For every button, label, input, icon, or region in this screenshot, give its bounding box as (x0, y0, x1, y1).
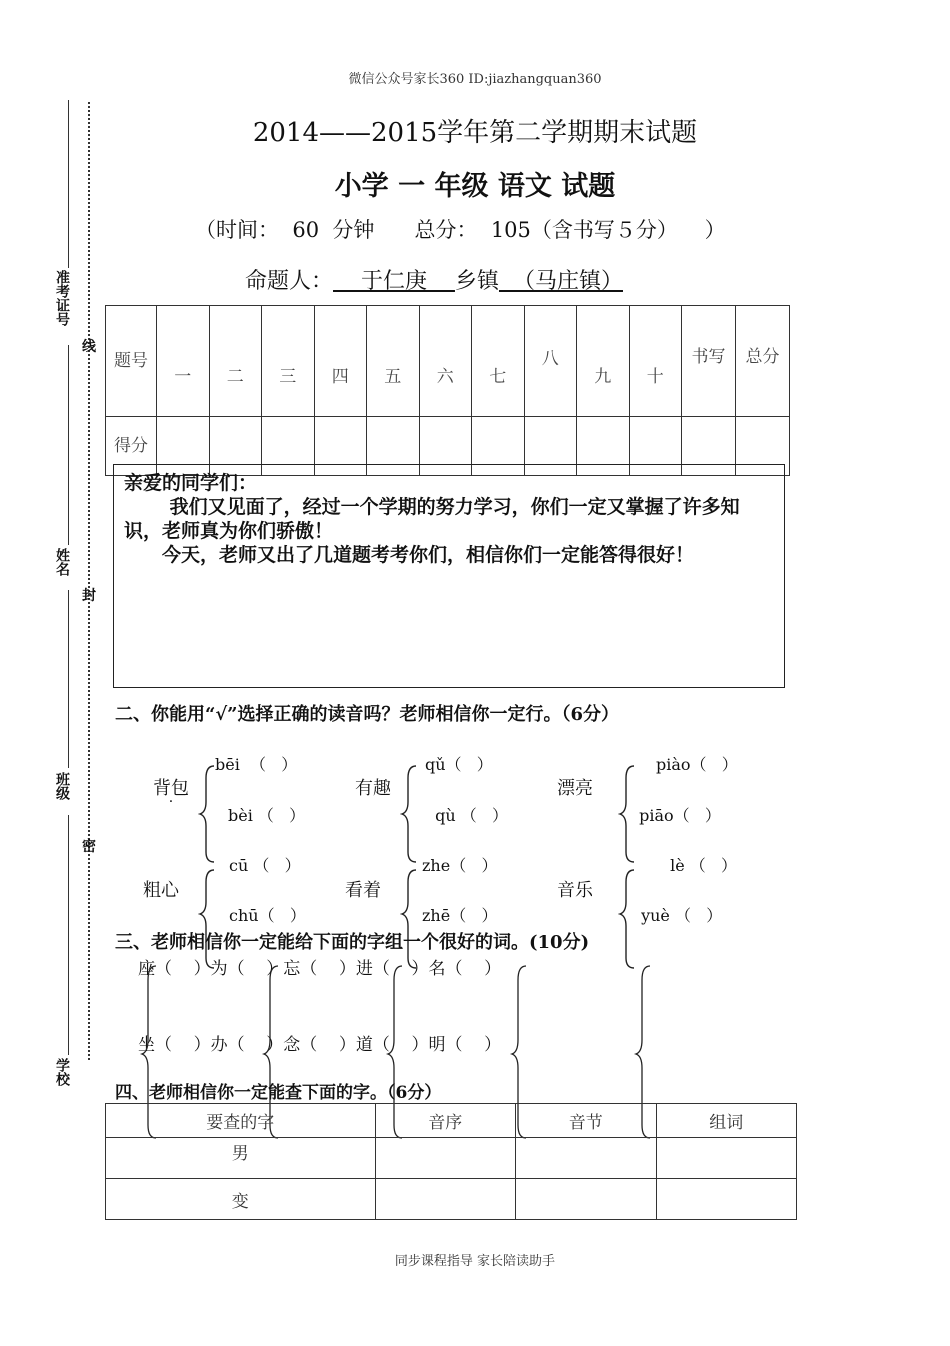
q3-row-1[interactable]: 座（ ）为（ ）忘（ ）进（ ）名（ ） (138, 959, 502, 979)
header-cell: 书写 (682, 306, 736, 417)
town-name: （马庄镇） (498, 269, 623, 294)
header-cell: 十 (629, 306, 682, 417)
exam-title: 2014——2015学年第二学期期末试题 (252, 118, 698, 148)
header-cell: 三 (262, 306, 315, 417)
q2-word (345, 876, 381, 902)
header-cell: 四 (314, 306, 367, 417)
q2-word-text: 漂亮 (557, 778, 593, 799)
cut-mark-mi: 密 (82, 839, 96, 855)
q2-word (557, 774, 593, 800)
q2-word (557, 876, 593, 902)
header-cell: 二 (209, 306, 262, 417)
lookup-header-cell: 音节 (516, 1104, 656, 1138)
lookup-answer-cell[interactable] (516, 1138, 656, 1179)
header-cell: 总分 (736, 306, 790, 417)
q2-pinyin-option[interactable]: bēi （ ） (215, 755, 298, 774)
q2-pinyin-option[interactable]: qǔ（ ） (425, 755, 493, 774)
q2-pinyin-option[interactable]: yuè （ ） (636, 906, 723, 925)
q2-brace-3 (618, 762, 638, 972)
question-3-title: 三、老师相信你一定能给下面的字组一个很好的词。(10分) (115, 932, 590, 953)
footer: 同步课程指导 家长陪读助手 (394, 1254, 556, 1269)
author-label: 命题人： (245, 269, 334, 294)
q2-word-text: 有趣 (355, 778, 391, 799)
q2-word-text: 粗心 (143, 880, 179, 901)
town-label: 乡镇 (454, 269, 499, 294)
table-row (106, 1138, 797, 1179)
q2-word-text: 背包 (153, 778, 189, 799)
lookup-answer-cell[interactable] (375, 1179, 515, 1220)
table-row (106, 1179, 797, 1220)
lookup-header-cell: 组词 (656, 1104, 797, 1138)
q2-pinyin-option[interactable]: zhē（ ） (422, 906, 498, 925)
lookup-header-cell: 音序 (375, 1104, 515, 1138)
q2-pinyin-option[interactable]: piào（ ） (656, 755, 738, 774)
lookup-answer-cell[interactable] (656, 1138, 797, 1179)
score-table (105, 305, 790, 476)
lookup-answer-cell[interactable] (375, 1138, 515, 1179)
cut-mark-xian: 线 (82, 339, 96, 355)
q2-pinyin-option[interactable]: qù （ ） (430, 806, 508, 825)
q2-word (143, 876, 179, 902)
cut-mark-feng: 封 (82, 588, 96, 604)
watermark: 微信公众号家长360 ID:jiazhangquan360 (348, 72, 602, 87)
lookup-char-cell: 男 (106, 1138, 376, 1179)
school-fill-line (68, 815, 69, 1055)
question-2-title: 二、你能用“√”选择正确的读音吗？老师相信你一定行。（6分） (115, 704, 620, 725)
q2-pinyin-option[interactable]: piāo（ ） (634, 806, 721, 825)
greeting-paragraph-1: 我们又见面了，经过一个学期的努力学习，你们一定又掌握了许多知识，老师真为你们骄傲！ (124, 496, 740, 542)
greeting-paragraph-2: 今天，老师又出了几道题考考你们，相信你们一定能答得很好！ (162, 544, 695, 566)
author-line (245, 264, 623, 295)
lookup-header-row (106, 1104, 797, 1138)
header-cell: 八 (524, 306, 577, 417)
header-cell: 七 (472, 306, 525, 417)
q2-word-text: 看着 (345, 880, 381, 901)
lookup-char-cell: 变 (106, 1179, 376, 1220)
author-name: 于仁庚 (333, 269, 455, 294)
header-cell: 五 (367, 306, 420, 417)
name-fill-line (68, 345, 69, 545)
greeting-salutation: 亲爱的同学们： (124, 472, 258, 494)
lookup-answer-cell[interactable] (656, 1179, 797, 1220)
q2-pinyin-option[interactable]: zhe（ ） (422, 856, 498, 875)
header-cell: 六 (419, 306, 472, 417)
q2-pinyin-option[interactable]: bèi （ ） (228, 806, 306, 825)
question-4-title: 四、老师相信你一定能查下面的字。（6分） (115, 1083, 442, 1103)
school-label: 学校 (54, 1058, 70, 1086)
greeting-box (113, 464, 785, 688)
class-fill-line (68, 590, 69, 768)
exam-subtitle: 小学 一 年级 语文 试题 (334, 171, 616, 202)
score-table-header-row (106, 306, 790, 417)
lookup-header-cell: 要查的字 (106, 1104, 376, 1138)
class-label: 班级 (54, 772, 70, 800)
binding-dotted-line (88, 102, 90, 1060)
q2-word (355, 774, 391, 800)
q2-pinyin-option[interactable]: lè （ ） (665, 856, 738, 875)
q3-row-2[interactable]: 坐（ ）办（ ）念（ ）道（ ）明（ ） (138, 1035, 502, 1055)
lookup-answer-cell[interactable] (516, 1179, 656, 1220)
q2-pinyin-option[interactable]: cū （ ） (229, 856, 301, 875)
name-label: 姓名 (54, 548, 70, 576)
score-row-label: 得分 (106, 417, 157, 476)
exam-id-label: 准考证号 (54, 270, 70, 326)
dictionary-lookup-table (105, 1103, 797, 1220)
header-cell: 九 (577, 306, 630, 417)
q2-pinyin-option[interactable]: chū（ ） (229, 906, 306, 925)
header-cell: 一 (157, 306, 210, 417)
time-and-score-line: （时间： 60 分钟 总分： 105（含书写５分） ） (195, 218, 726, 242)
q2-word-text: 音乐 (557, 880, 593, 901)
header-cell: 题号 (106, 306, 157, 417)
q2-word (153, 774, 189, 800)
